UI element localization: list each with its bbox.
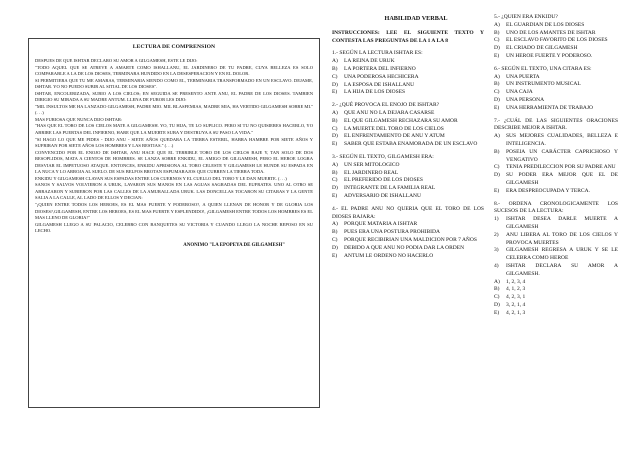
- option-letter: E): [332, 89, 338, 96]
- option-letter: E): [494, 52, 500, 59]
- answer-option[interactable]: [332, 185, 484, 193]
- reading-passage: [28, 38, 320, 408]
- option-letter: D): [332, 81, 338, 88]
- option-text: EL QUE GILGAMESH RECHAZARA SU AMOR: [344, 117, 458, 124]
- answer-option[interactable]: [494, 22, 618, 30]
- reading-paragraph: ISHTAR, ENCOLERIZADA, SUBIO A LOS CIELOS; EN SEGUIDA SE PRESENTO ANTE ANU, EL PADRE DE LOS DIOSES. TAMBIEN DIRIGIO SU MIRADA A SU MADRE ANTUM. LLENA DE FUROR LES DIJO:: [35, 90, 313, 103]
- option-text: LA HIJA DE LOS DIOSES: [344, 89, 406, 96]
- option-text: DEBIDO A QUE ANU NO PODIA DAR LA ORDEN: [344, 244, 465, 251]
- option-text: TENIA PREDILECCION POR SU PADRE ANU: [506, 164, 616, 171]
- reading-author: ANONIMO "LA EPOPEYA DE GILGAMESH": [183, 242, 285, 248]
- option-letter: B): [494, 29, 500, 36]
- option-text: 1, 2, 3, 4: [506, 278, 526, 285]
- option-letter: 4): [494, 262, 499, 269]
- option-text: EL PREFERIDO DE LOS DIOSES: [344, 177, 423, 184]
- option-text: ISHTAR DECLARA SU AMOR A GILGAMESH.: [506, 262, 618, 277]
- answer-option[interactable]: [332, 110, 484, 118]
- answer-option[interactable]: [494, 172, 618, 188]
- option-text: LA ESPOSA DE ISHALLANU: [344, 81, 415, 88]
- question: [332, 102, 484, 149]
- option-text: ADVERSARIO DE ISHALLANU: [344, 192, 421, 199]
- answer-option[interactable]: [494, 74, 618, 82]
- answer-option[interactable]: [332, 229, 484, 237]
- option-letter: A): [494, 133, 500, 140]
- option-text: UN SER MITOLOGICO: [344, 161, 400, 168]
- answer-option[interactable]: [332, 118, 484, 126]
- answer-option[interactable]: [332, 74, 484, 82]
- answer-option[interactable]: [494, 247, 618, 263]
- question: [332, 154, 484, 201]
- option-letter: E): [494, 309, 500, 316]
- option-text: SU PODER ERA MEJOR QUE EL DE GILGAMESH: [506, 172, 618, 186]
- option-text: EL CRIADO DE GILGAMESH: [506, 45, 578, 52]
- answer-option[interactable]: [332, 66, 484, 74]
- answer-option[interactable]: [332, 82, 484, 90]
- answer-option[interactable]: [332, 193, 484, 201]
- question: [332, 206, 484, 261]
- option-letter: C): [494, 164, 500, 171]
- questions-column-1: [332, 14, 484, 265]
- option-text: GILGAMESH REGRESA A URUK Y SE LE CELEBRA COMO HEROE: [506, 247, 618, 262]
- question-text: 3.- SEGÚN EL TEXTO, GILGAMESH ERA:: [332, 153, 434, 160]
- option-text: PORQUE RECIBIRIAN UNA MALDICION POR 7 AÑOS: [344, 236, 477, 243]
- option-text: 4, 2, 3, 1: [506, 294, 526, 301]
- option-text: ANU LIBERA AL TORO DE LOS CIELOS Y PROVOCA MUERTES: [506, 231, 618, 246]
- answer-option[interactable]: [332, 253, 484, 261]
- question: [494, 14, 618, 61]
- option-text: POSEIA UN CARÁCTER CAPRICHOSO Y VENGATIVO: [506, 148, 618, 163]
- answer-option[interactable]: [494, 263, 618, 279]
- option-text: 4, 2, 1, 3: [506, 309, 526, 316]
- reading-title: LECTURA DE COMPRENSION: [132, 44, 216, 50]
- answer-option[interactable]: [332, 162, 484, 170]
- option-letter: C): [332, 125, 338, 132]
- option-letter: C): [332, 73, 338, 80]
- answer-option[interactable]: [494, 30, 618, 38]
- option-letter: E): [494, 187, 500, 194]
- option-text: LA MUERTE DEL TORO DE LOS CIELOS: [344, 125, 444, 132]
- option-letter: C): [332, 177, 338, 184]
- option-text: UN INSTRUMENTO MUSICAL: [506, 81, 581, 88]
- option-letter: A): [494, 278, 500, 285]
- answer-option[interactable]: [494, 294, 618, 302]
- option-letter: C): [494, 89, 500, 96]
- option-letter: A): [494, 73, 500, 80]
- option-letter: 2): [494, 231, 499, 238]
- question-list: [332, 50, 484, 260]
- answer-option[interactable]: [494, 53, 618, 61]
- question: [332, 50, 484, 97]
- option-letter: B): [332, 65, 338, 72]
- option-letter: C): [332, 236, 338, 243]
- answer-option[interactable]: [332, 126, 484, 134]
- reading-paragraph: DESPUES DE QUE ISHTAR DECLARO SU AMOR A GILGAMESH, ESTE LE DIJO:: [35, 58, 198, 63]
- answer-option[interactable]: [494, 133, 618, 149]
- option-letter: E): [332, 252, 338, 259]
- answer-option[interactable]: [494, 286, 618, 294]
- option-letter: D): [494, 45, 500, 52]
- answer-option[interactable]: [494, 164, 618, 172]
- option-letter: D): [494, 96, 500, 103]
- option-text: ERA DESPREOCUPADA Y TERCA.: [506, 187, 590, 194]
- option-text: UNA HERRAMIENTA DE TRABAJO: [506, 104, 594, 111]
- option-letter: A): [332, 161, 338, 168]
- option-text: EL ENFRENTAMIENTO DE ANU Y ATUM: [344, 133, 445, 140]
- option-letter: B): [332, 229, 338, 236]
- option-letter: B): [494, 148, 500, 155]
- reading-paragraph: SANOS Y SALVOS VOLVIERON A URUK, LAVARON SUS MANOS EN LAS AGUAS SAGRADAS DEL EUFRATES. UNO AL OTRO SE ABRAZARON Y SUBIERON POR LAS CALLES DE LA AMURALLADA URUK. LAS DONCELLAS TOCARON SU CITARAS Y LA GENTE SALIA A LA CALLE, AL LADO DE ELLOS Y DECIAN:: [35, 182, 313, 201]
- option-letter: D): [332, 244, 338, 251]
- questions-column-2: [494, 14, 618, 322]
- question-text: 5.- ¿QUIÉN ERA ENKIDU?: [494, 14, 558, 20]
- option-text: PORQUE MATARIA A ISHTAR: [344, 221, 418, 228]
- option-letter: D): [494, 172, 500, 179]
- reading-paragraph: "¡QUIEN ENTRE TODOS LOS HEROES, ES EL MAS FUERTE Y PODEROSO?, A QUIEN LLENAN DE HONOR Y DE GLORIA LOS DIOSES?,GILGAMESH, ENTRE LOS HEROES, ES EL MAS FUERTE Y ESPLENDIDO!, ¡GILGAMESH ENTRE TODOS LOS HOMBRES ES EL MAS LLENO DE GLORIA!": [35, 202, 313, 221]
- option-text: SUS MEJORES CUALIDADES, BELLEZA E INTELIGENCIA.: [506, 133, 618, 147]
- question-text: 8.- ORDENA CRONOLOGICAMENTE LOS SUCESOS DE LA LECTURA:: [494, 200, 618, 215]
- option-letter: A): [332, 58, 338, 65]
- option-text: UNA PODEROSA HECHICERA: [344, 73, 419, 80]
- question-list: [494, 14, 618, 317]
- reading-paragraph: CONVENCIDO POR EL ENOJO DE ISHTAR, ANU HACE QUE EL TERRIBLE TORO DE LOS CIELOS BAJE Y, TAN SOLO DE DOS RESOPLIDOS, MATA A CIENTOS DE HOMBRES. SE LANZA SOBRE ENKIDU, EL AMIGO DE GILGAMESH, PERO EL HEROE LOGRA DESVIAR EL IMPETUOSO ATAQUE. ENTONCES, ENKIDU APRISIONA AL TORO CELESTE Y GILGAMESH LE HUNDE SU ESPADA EN LA NUCA Y LO ARROJA AL SUELO. DE SUS BELFOS BROTAN ESPUMARAJOS QUE CUBREN LA TIERRA TODA.: [35, 149, 313, 175]
- reading-paragraph: "SI HAGO LO QUE ME PIDES - DIJO ANU - SIETE AÑOS QUEDARA LA TIERRA ESTERIL, HABRA HAMBRE POR SIETE AÑOS Y SUFRIRAN POR SIETE AÑOS LOS HOMBRES Y LAS BESTIAS." (. . .): [35, 136, 313, 149]
- answer-option[interactable]: [494, 232, 618, 248]
- option-text: EL GUARDIAN DE LOS DIOSES: [506, 21, 585, 28]
- option-text: QUE ANU NO LA DEJARA CASARSE: [344, 109, 435, 116]
- option-text: EL JARDINERO REAL: [344, 169, 399, 176]
- option-letter: B): [332, 117, 338, 124]
- answer-option[interactable]: [494, 81, 618, 89]
- answer-option[interactable]: [494, 37, 618, 45]
- option-text: EL ESCLAVO FAVORITO DE LOS DIOSES: [506, 37, 608, 44]
- option-text: LA PORTERA DEL INFIERNO: [344, 65, 416, 72]
- answer-option[interactable]: [332, 177, 484, 185]
- option-letter: D): [332, 133, 338, 140]
- reading-paragraph: SI PERMITIERA QUE TU ME AMARAS, TERMINARIA SIENDO COMO EL, TERMINARIA TRANSFORMADO EN UN ESCLAVO. DEJAME, ISHTAR. YO NO PUEDO SUBIR AL SITIAL DE LOS DIOSES".: [35, 77, 313, 90]
- option-text: UNA PERSONA: [506, 96, 545, 103]
- reading-paragraph: ENKIDU Y GILGAMESH CLAVAN SUS ESPADAS ENTRE LOS CUERNOS Y EL CUELLO DEL TORO Y LE DAN MUERTE. (. . .): [35, 175, 287, 181]
- question: [494, 201, 618, 318]
- option-text: 3, 2, 1, 4: [506, 301, 526, 308]
- option-text: LA REINA DE URUK: [344, 58, 395, 65]
- option-letter: A): [332, 221, 338, 228]
- option-letter: D): [494, 301, 500, 308]
- option-letter: 3): [494, 247, 499, 254]
- section-title: HABILIDAD VERBAL: [384, 15, 448, 22]
- answer-option[interactable]: [494, 279, 618, 287]
- option-letter: E): [332, 192, 338, 199]
- option-letter: B): [332, 169, 338, 176]
- answer-option[interactable]: [494, 302, 618, 310]
- question-text: 7.- ¿CUÁL DE LAS SIGUIENTES ORACIONES DESCRIBE MEJOR A ISHTAR.: [494, 117, 618, 132]
- answer-option[interactable]: [494, 188, 618, 196]
- answer-option[interactable]: [494, 216, 618, 232]
- question: [494, 66, 618, 113]
- option-letter: D): [332, 185, 338, 192]
- question-text: 6.- SEGÚN EL TEXTO, UNA CITARA ES:: [494, 65, 592, 72]
- answer-option[interactable]: [494, 45, 618, 53]
- option-letter: E): [494, 104, 500, 111]
- answer-option[interactable]: [494, 310, 618, 318]
- reading-paragraph: "TODO AQUEL QUE SE ATREVE A AMARTE COMO ISHALLANU, EL JARDINERO DE TU PADRE, CUYA BELLEZA ES SOLO COMPARABLE A LA DE LOS DIOSES, TERMINARA HUNDIDO EN LA DESESPERACION Y EN EL DOLOR.: [35, 64, 313, 77]
- answer-option[interactable]: [494, 89, 618, 97]
- answer-option[interactable]: [494, 105, 618, 113]
- answer-option[interactable]: [332, 245, 484, 253]
- answer-option[interactable]: [332, 237, 484, 245]
- reading-paragraph: MAS FURIOSA QUE NUNCA DIJO ISHTAR:: [35, 116, 123, 122]
- option-text: SABER QUE ESTABA ENAMORADA DE UN ESCLAVO: [344, 141, 478, 148]
- option-text: UN HEROE FUERTE Y PODEROSO.: [506, 52, 593, 59]
- option-letter: C): [494, 294, 500, 301]
- answer-option[interactable]: [332, 141, 484, 149]
- question: [494, 118, 618, 196]
- answer-option[interactable]: [332, 58, 484, 66]
- option-text: INTEGRANTE DE LA FAMILIA REAL: [344, 185, 436, 192]
- option-letter: E): [332, 141, 338, 148]
- option-text: UNA PUERTA: [506, 73, 540, 80]
- option-letter: C): [494, 37, 500, 44]
- option-letter: A): [332, 109, 338, 116]
- answer-option[interactable]: [332, 89, 484, 97]
- option-text: UNO DE LOS AMANTES DE ISHTAR: [506, 29, 596, 36]
- option-text: ISHTAR DESEA DARLE MUERTE A GILGAMESH: [506, 216, 618, 230]
- reading-paragraph: GILGAMESH LLEGO A SU PALACIO, CELEBRO CON BANQUETES SU VICTORIA Y CUANDO LLEGO LA NOCHE REPOSO EN SU LECHO.: [35, 221, 313, 234]
- option-letter: B): [494, 286, 500, 293]
- answer-option[interactable]: [494, 149, 618, 165]
- question-text: 2.- ¿QUÉ PROVOCA EL ENOJO DE ISHTAR?: [332, 102, 440, 109]
- option-text: PUES ERA UNA POSTURA PROHIBIDA: [344, 229, 440, 236]
- option-text: 4, 1, 2, 3: [506, 286, 526, 293]
- option-text: UNA CAJA: [506, 89, 533, 96]
- answer-option[interactable]: [332, 133, 484, 141]
- reading-paragraph: "HAS QUE EL TORO DE LOS CIELOS MATE A GILGAMESH. YO, TU HIJA, TE LO SUPLICO. PERO SI TU NO QUISIERES HACERLO, YO ABRIRE LAS PUERTAS DEL INFIERNO, HARE QUE LA MUERTE SUBA Y DESTRUYA A SU PASO LA VIDA.": [35, 123, 313, 136]
- question-text: 1.- SEGÚN LA LECTURA ISHTAR ES:: [332, 50, 423, 57]
- option-letter: 1): [494, 216, 499, 223]
- instructions: INSTRUCCIONES: LEE EL SIGUIENTE TEXTO Y CONTESTA LAS PREGUNTAS DE LA 1 A LA 8: [332, 29, 484, 44]
- question-text: 4.- EL PADRE ANU NO QUERIA QUE EL TORO DE LOS DIOSES BAJARA:: [332, 205, 484, 220]
- reading-paragraph: "MIL INSULTOS ME HA LANZADO GILGAMESH, PADRE MIO. MIL BLASFEMIAS, MADRE MIA, HA VERTIDO GILGAMESH SOBRE MI." (. . .): [35, 103, 313, 116]
- option-text: ANTUM LE ORDENO NO HACERLO: [344, 252, 434, 259]
- answer-option[interactable]: [494, 97, 618, 105]
- reading-body: [35, 58, 313, 235]
- answer-option[interactable]: [332, 170, 484, 178]
- option-letter: B): [494, 81, 500, 88]
- answer-option[interactable]: [332, 221, 484, 229]
- option-letter: A): [494, 21, 500, 28]
